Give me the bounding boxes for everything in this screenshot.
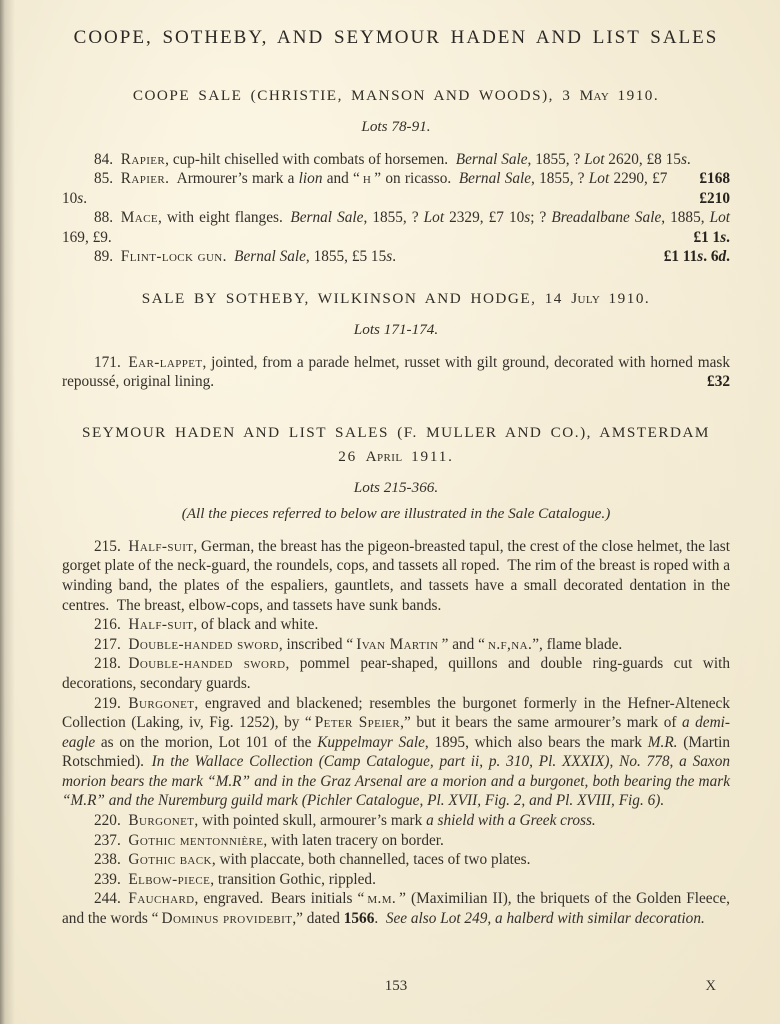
text-segment: , with eight flanges. [157,209,291,227]
text-segment: . [222,248,235,266]
text-segment: ,” but it bears the same armourer’s mark of [400,714,682,732]
sale-section [62,85,730,267]
text-segment: ”, flame blade. [532,635,623,653]
text-segment: . [686,150,691,168]
text-segment: 218. [94,655,129,673]
catalog-entry [62,615,730,635]
text-segment: . Armourer’s mark a [165,170,299,188]
catalog-entry [62,811,730,831]
text-segment: , pommel pear-shaped, quillons and double ring-guards cut with decorations, secondary guards. [62,655,730,692]
text-segment: 237. [94,831,129,849]
text-segment: Burgonet [128,694,195,712]
lots-range: Lots 171-174. [353,321,439,339]
text-segment: a demi-eagle [62,714,730,751]
text-segment: , 1855, ? [531,170,589,188]
text-segment: 215. [94,537,129,555]
text-segment: ” (Maximilian II), the briquets of the Golden Fleece, and the words “ [62,890,730,928]
text-segment: , 1855, £5 15 [305,248,387,266]
catalogue-note: (All the pieces referred to below are illustrated in the Sale Catalogue.) [181,505,611,523]
page-number: 153 [384,978,408,994]
text-segment: , jointed, from a parade helmet, russet with gilt ground, decorated with horned mask repoussé, original lining. [62,353,730,391]
text-segment: Lot [709,209,730,227]
text-segment: 238. [94,851,129,869]
entry-price [667,169,730,189]
text-segment: , transition Gothic, rippled. [210,870,376,888]
text-segment: In the Wallace Collection (Camp Catalogue, part ii, p. 310, Pl. XXXIX), No. 778, a Saxon morion bears the mark “M.R” and in the Graz Arsenal are a morion and a burgonet, both bearing the mark “M.R” and the Nuremburg guild mark (Pichler Catalogue, Pl. XVII, Fig. 2, and Pl. XVIII, Fig. 6). [62,753,730,810]
text-segment: COOPE SALE (CHRISTIE, MANSON AND WOODS), 3 [132,87,580,104]
text-segment: Breadalbane Sale [551,209,662,227]
text-segment: Bernal Sale [455,150,528,168]
text-segment: Bernal Sale [290,209,364,227]
entry-price [667,189,730,209]
text-segment: SALE BY SOTHEBY, WILKINSON AND HODGE, 14 [141,290,572,308]
text-segment: , 1885, [661,209,710,227]
text-segment: £1 1 [693,228,721,246]
catalog-entry [62,169,730,208]
text-segment: 88. [94,209,121,227]
signature-mark: X [705,978,716,994]
text-segment: . [374,910,386,928]
text-segment: s [697,248,704,266]
catalog-entry [62,247,730,267]
text-segment: d [718,248,727,266]
sale-section [62,288,730,392]
text-segment: (Martin Rotschmied). [62,733,730,771]
text-segment: Bernal Sale [234,248,306,266]
text-segment: , with laten tracery on border. [263,831,444,849]
text-segment: Peter Speier [314,714,401,732]
text-segment: Mace [120,209,158,227]
text-segment: SEYMOUR HADEN AND LIST SALES (F. MULLER AND CO.), AMSTERDAM [82,423,710,441]
catalog-entry [62,537,730,615]
text-segment: 1911. [402,447,454,465]
text-segment: Double-handed sword [128,635,279,653]
catalog-entry [62,870,730,890]
text-segment: 84. [94,150,121,168]
catalog-entry [62,694,730,812]
entry-list [62,150,730,268]
text-segment: Half-suit [128,537,194,555]
text-segment: 171. [94,353,129,371]
text-segment: 1910. [609,87,660,104]
text-segment: . 6 [703,248,719,266]
text-segment: ; ? [530,209,552,227]
text-segment: 89. [94,248,121,266]
text-segment: , engraved. Bears initials “ [194,890,368,908]
text-segment: £32 [707,373,730,391]
text-segment: Dominus providebit [161,910,293,928]
lots-range: Lots 78-91. [361,118,431,135]
text-segment: 26 [338,447,366,465]
page-title: COOPE, SOTHEBY, AND SEYMOUR HADEN AND LIST SALES [73,27,719,48]
text-segment: h [362,170,372,188]
text-segment: s [720,228,727,246]
text-segment: Ivan Martin [356,635,439,653]
text-segment: 219. [94,694,129,712]
text-segment: M.R. [647,733,678,751]
text-segment: Half-suit [128,616,194,634]
sale-heading [62,446,730,468]
text-segment: Lot [584,150,605,168]
text-segment: as on the morion, Lot 101 of the [95,733,318,751]
text-segment: s [680,150,687,168]
text-segment: 2290, £7 10 [62,170,668,207]
sale-heading [62,288,730,310]
text-segment: a shield with a Greek cross. [426,812,596,830]
entry-price [675,372,730,392]
text-segment: , of black and white. [193,616,319,634]
text-segment: , engraved and blackened; resembles the burgonet formerly in the Hefner-Alteneck Collection (Laking, iv, Fig. 1252), by “ [62,694,730,732]
text-segment: 244. [94,890,129,908]
text-segment: Bernal Sale [458,170,532,188]
text-segment: 217. [94,635,129,653]
catalog-entry [62,654,730,693]
text-segment: £210 [699,189,730,207]
text-segment: lion [298,170,323,188]
text-segment: , 1855, ? [527,150,585,168]
text-segment: 2329, £7 10 [444,209,525,227]
text-segment: £168 [699,170,730,188]
lots-range: Lots 215-366. [353,478,439,496]
text-segment: July [571,290,601,308]
page-footer [62,977,730,996]
entry-list [62,537,730,929]
text-segment: ” and “ [438,635,488,653]
text-segment: Gothic back [128,851,212,869]
text-segment: 220. [94,812,129,830]
text-segment: n.f,na. [487,635,533,653]
entry-price [661,228,730,248]
text-segment: Kuppelmayr Sale [317,733,425,751]
text-segment: s [386,248,393,266]
text-segment: m.m. [367,890,397,908]
text-segment: Burgonet [128,812,195,830]
text-segment: . [83,189,88,207]
text-segment: Elbow-piece [128,870,211,888]
entry-list [62,353,730,392]
text-segment: Fauchard [128,890,195,908]
text-segment: . [392,248,397,266]
text-segment: See also Lot 249, a halberd with similar decoration. [385,910,705,928]
text-segment: Lot [423,209,445,227]
text-segment: , 1855, ? [363,209,424,227]
text-segment: , with placcate, both channelled, taces of two plates. [211,851,531,869]
text-segment: 1566 [343,910,375,928]
text-segment: 85. [94,170,121,188]
catalog-entry [62,831,730,851]
text-segment: , cup-hilt chiselled with combats of horsemen. [165,150,456,168]
text-segment: and “ [322,170,363,188]
text-segment: 239. [94,870,129,888]
text-segment: , with pointed skull, armourer’s mark [194,812,427,830]
text-segment: Ear-lappet [128,353,203,371]
text-segment: ,” dated [292,910,344,928]
text-segment: . [726,228,730,246]
text-segment: Gothic mentonnière [128,831,264,849]
text-segment: 216. [94,616,129,634]
text-segment: May [579,87,610,104]
text-segment: Double-handed sword [128,655,286,673]
text-segment: Lot [588,170,610,188]
text-segment: , inscribed “ [278,635,357,653]
sale-heading [62,422,730,444]
text-segment: , 1895, which also bears the mark [424,733,648,751]
text-segment: April [365,447,403,465]
catalog-entry [62,208,730,247]
text-segment: 169, £9. [62,228,112,246]
catalog-entry [62,889,730,928]
catalog-entry [62,353,730,392]
sale-section [62,422,730,929]
catalogue-sections [62,85,730,929]
catalog-entry [62,850,730,870]
text-segment: , German, the breast has the pigeon-breasted tapul, the crest of the close helmet, the last gorget plate of the neck-guard, the roundels, cops, and tassets all roped. The rim of the breast is roped with a winding band, the plates of the espaliers, gauntlets, and tassets have a small decorated dentation in the centres. The breast, elbow-cops, and tassets have sunk bands. [62,537,730,614]
text-segment: 2620, £8 15 [604,150,681,168]
text-segment: 1910. [600,290,651,308]
catalog-entry [62,635,730,655]
text-segment: Rapier [120,150,166,168]
entry-price [632,247,730,267]
text-segment: Flint-lock gun [120,248,223,266]
sale-heading [62,85,730,107]
text-segment: Rapier [120,170,166,188]
text-segment: ” on ricasso. [371,170,459,188]
text-segment: s [524,209,531,227]
text-segment: . [726,248,730,266]
text-segment: £1 11 [663,248,698,266]
text-segment: s [77,189,84,207]
